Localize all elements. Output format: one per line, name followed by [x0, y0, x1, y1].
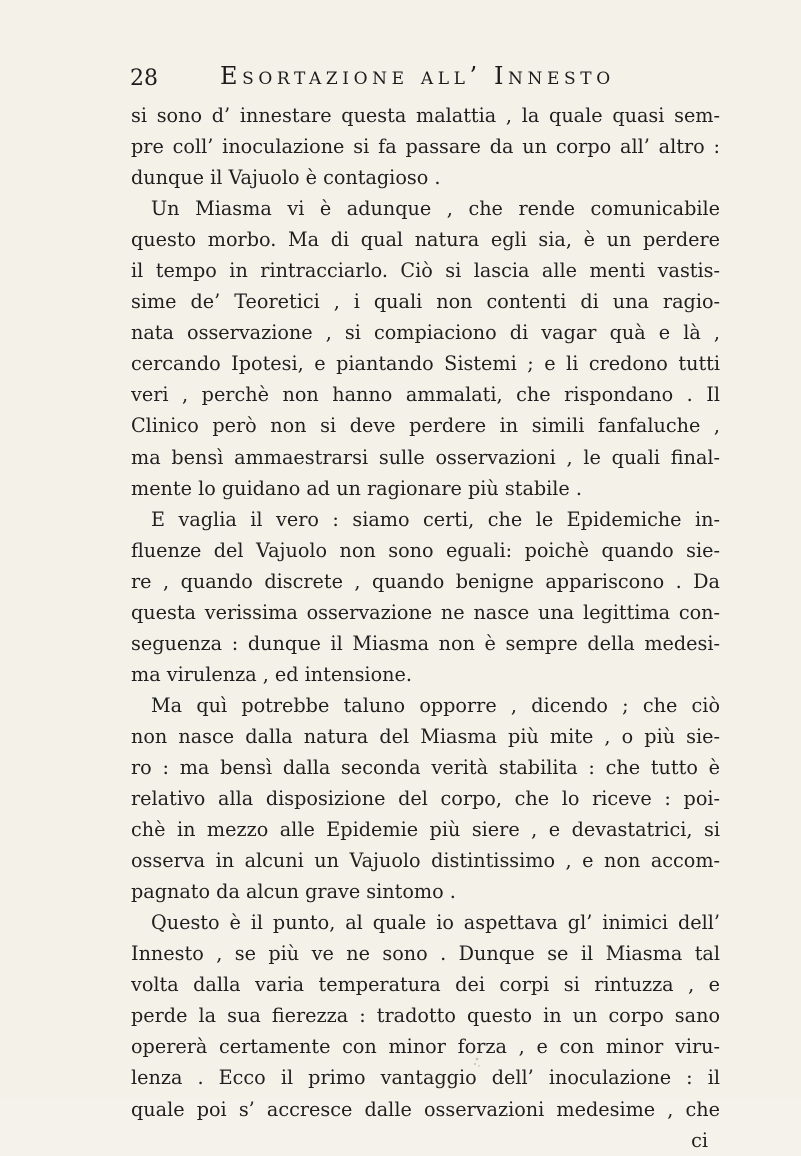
text-line: Questo è il punto, al quale io aspettava gl’ inimici dell’: [151, 911, 720, 935]
text-line: non nasce dalla natura del Miasma più mite , o più sie-: [131, 724, 720, 748]
text-line: perde la sua fierezza : tradotto questo in un corpo sano: [131, 1004, 720, 1028]
running-head: Esortazione all’ Innesto: [220, 62, 615, 90]
text-line: si sono d’ innestare questa malattia , la quale quasi sem-: [131, 104, 720, 127]
text-line: pre coll’ inoculazione si fa passare da un corpo all’ altro :: [131, 135, 720, 159]
text-line: veri , perchè non hanno ammalati, che rispondano . Il: [131, 383, 720, 407]
page-number: 28: [130, 66, 158, 91]
text-line: quale poi s’ accresce dalle osservazioni medesime , che: [131, 1097, 720, 1121]
page-header: [130, 60, 730, 96]
catchword: ci: [691, 1128, 708, 1152]
text-line: Un Miasma vi è adunque , che rende comunicabile: [151, 197, 720, 221]
text-line: opererà certamente con minor forza , e con minor viru-: [131, 1035, 720, 1059]
text-line: relativo alla disposizione del corpo, che lo riceve : poi-: [131, 787, 720, 811]
text-line: ma virulenza , ed intensione.: [131, 662, 412, 686]
text-line: Clinico però non si deve perdere in simili fanfaluche ,: [131, 414, 720, 438]
text-line: cercando Ipotesi, e piantando Sistemi ; e li credono tutti: [131, 352, 720, 376]
text-line: questa verissima osservazione ne nasce una legittima con-: [131, 600, 720, 624]
body-text: [131, 100, 720, 1156]
text-line: osserva in alcuni un Vajuolo distintissimo , e non accom-: [131, 849, 720, 873]
text-line: questo morbo. Ma di qual natura egli sia, è un perdere: [131, 228, 720, 252]
text-line: E vaglia il vero : siamo certi, che le Epidemiche in-: [151, 507, 720, 531]
text-line: nata osservazione , si compiaciono di vagar quà e là ,: [131, 321, 720, 345]
text-line: Innesto , se più ve ne sono . Dunque se il Miasma tal: [131, 942, 720, 966]
text-line: seguenza : dunque il Miasma non è sempre della medesi-: [131, 631, 720, 655]
text-line: volta dalla varia temperatura dei corpi si rintuzza , e: [131, 973, 720, 997]
text-line: lenza . Ecco il primo vantaggio dell’ inoculazione : il: [131, 1066, 720, 1090]
text-line: sime de’ Teoretici , i quali non contenti di una ragio-: [131, 290, 720, 314]
ink-speck: [472, 1055, 482, 1069]
text-line: fluenze del Vajuolo non sono eguali: poichè quando sie-: [131, 538, 720, 562]
text-line: ro : ma bensì dalla seconda verità stabilita : che tutto è: [131, 755, 720, 779]
text-line: chè in mezzo alle Epidemie più siere , e devastatrici, si: [131, 818, 720, 842]
text-line: re , quando discrete , quando benigne appariscono . Da: [131, 569, 720, 593]
text-line: mente lo guidano ad un ragionare più stabile .: [131, 476, 582, 500]
text-line: dunque il Vajuolo è contagioso .: [131, 166, 441, 190]
text-line: pagnato da alcun grave sintomo .: [131, 880, 456, 904]
text-line: ma bensì ammaestrarsi sulle osservazioni , le quali final-: [131, 445, 720, 469]
text-line: Ma quì potrebbe taluno opporre , dicendo ; che ciò: [151, 693, 720, 717]
text-line: il tempo in rintracciarlo. Ciò si lascia alle menti vastis-: [131, 259, 720, 283]
